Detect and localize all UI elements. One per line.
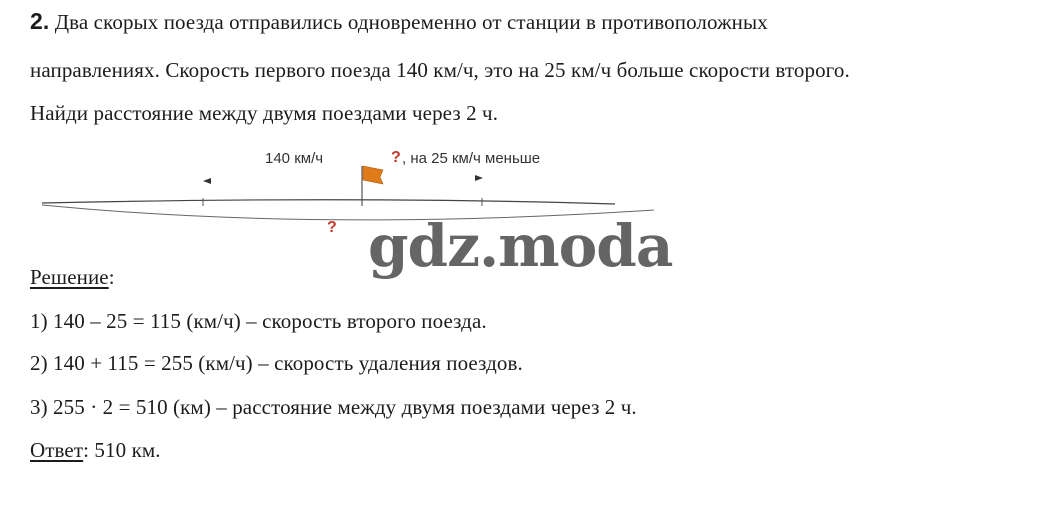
problem-text-3: Найди расстояние между двумя поездами через 2 ч. [30,101,499,125]
solution-step-3: 3) 255 · 2 = 510 (км) – расстояние между двумя поездами через 2 ч. [30,395,637,419]
problem-line-1 [30,8,768,35]
watermark: gdz.moda [368,212,673,280]
right-speed-label: , на 25 км/ч меньше [402,150,541,167]
answer-line [30,438,161,463]
problem-text-2: направлениях. Скорость первого поезда 140 км/ч, это на 25 км/ч больше скорости второго. [30,58,850,82]
solution-step-1: 1) 140 – 25 = 115 (км/ч) – скорость второго поезда. [30,309,487,333]
left-speed-label: 140 км/ч [265,150,324,167]
solution-heading-colon: : [108,265,115,289]
problem-number: 2. [30,8,50,34]
right-speed-question: ? [391,149,401,166]
right-arrow-icon [475,175,483,181]
solution-heading-label: Решение [30,265,109,289]
answer-value: : 510 км. [83,438,161,462]
solution-heading [30,265,115,290]
distance-question: ? [327,219,337,236]
solution-step-2: 2) 140 + 115 = 255 (км/ч) – скорость удаления поездов. [30,351,523,375]
problem-text-1: Два скорых поезда отправились одновременно от станции в противоположных [54,10,768,34]
left-arrow-icon [203,178,211,184]
answer-label: Ответ [30,438,84,462]
track-line [42,200,615,204]
